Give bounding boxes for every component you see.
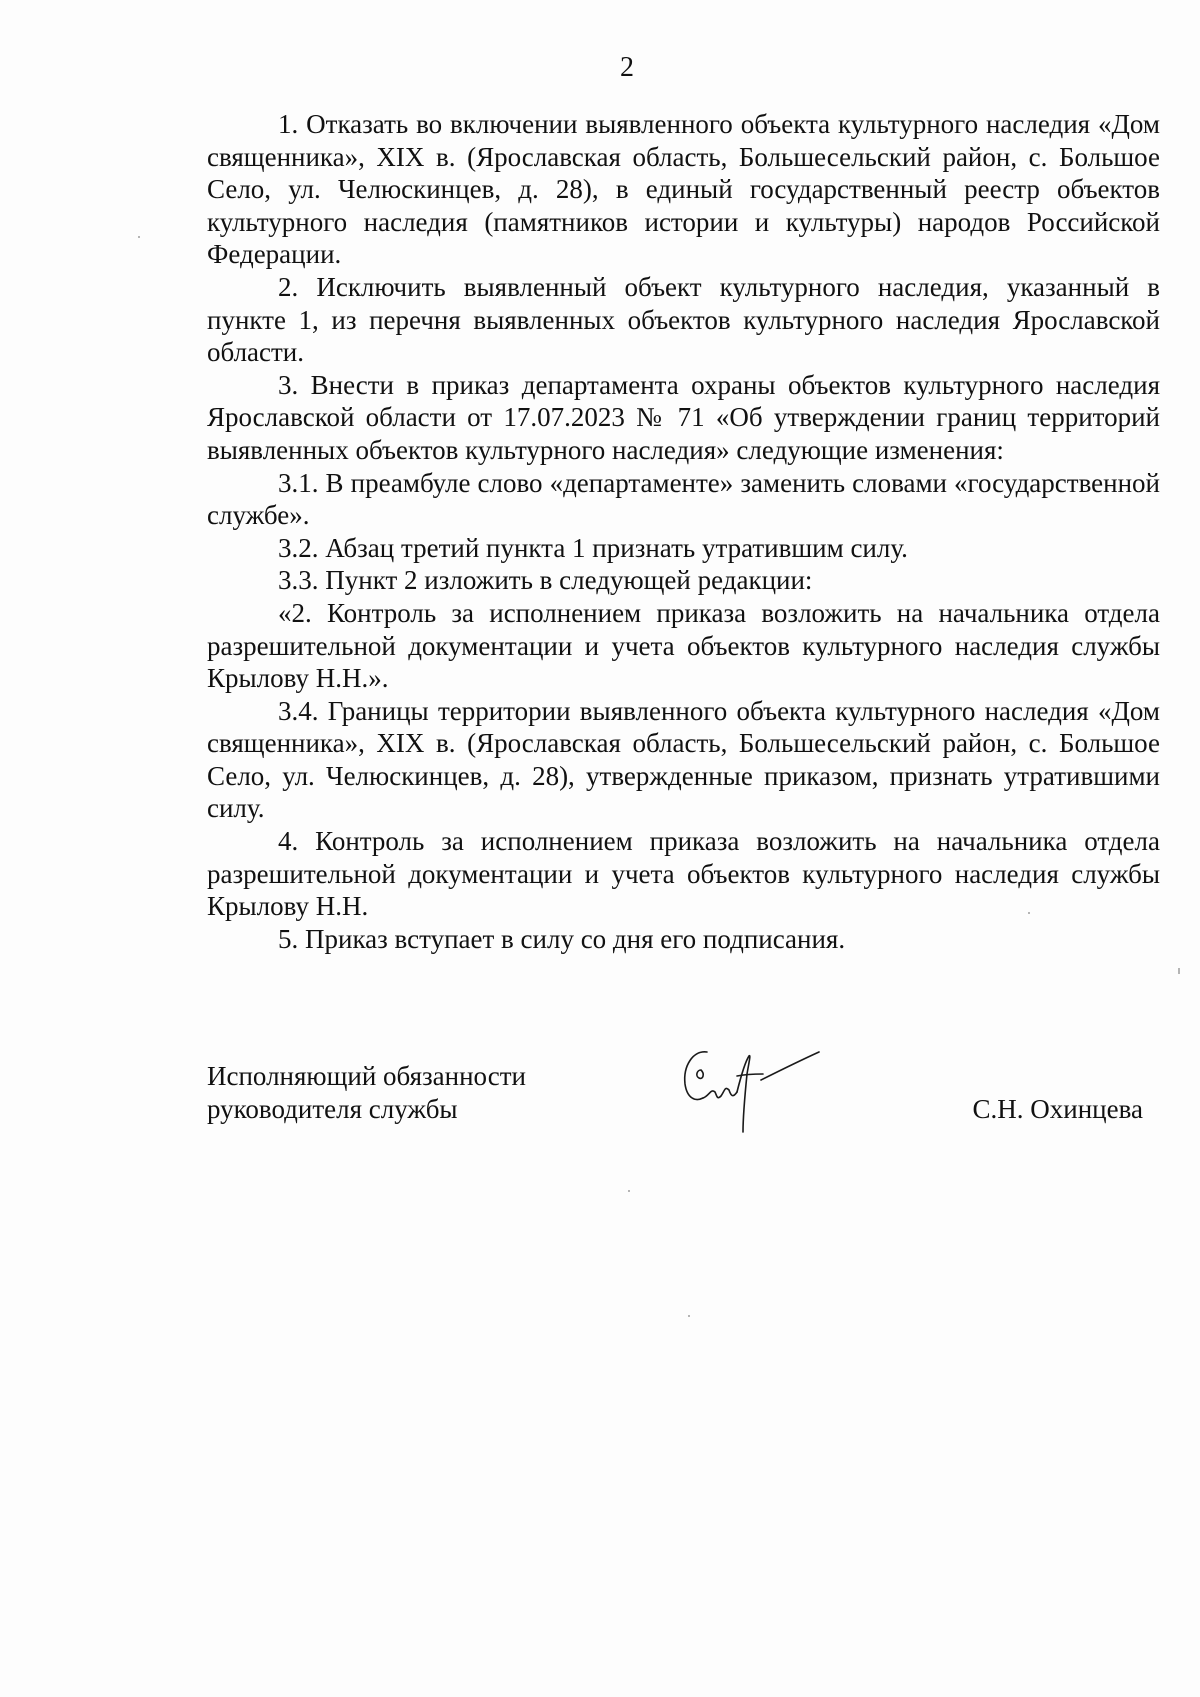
signer-name: С.Н. Охинцева <box>972 1094 1143 1124</box>
paragraph-3-3: 3.3. Пункт 2 изложить в следующей редакции: <box>278 565 813 596</box>
paragraph-3-4: 3.4. Границы территории выявленного объекта культурного наследия «Дом священника», XIX в. (Ярославская область, Большесельский район, с. Большое Село, ул. Челюскинцев, д. 28), утвержденные приказом, признать утратившими силу. <box>207 695 1160 824</box>
paragraph-3-2: 3.2. Абзац третий пункта 1 признать утратившим силу. <box>278 532 908 563</box>
order-body <box>207 108 1160 955</box>
scan-speck <box>1178 968 1180 974</box>
handwritten-signature-icon <box>673 1040 833 1150</box>
paragraph-2: 2. Исключить выявленный объект культурного наследия, указанный в пункте 1, из перечня выявленных объектов культурного наследия Ярославской области. <box>207 271 1160 368</box>
signer-position <box>207 1060 526 1126</box>
scan-speck <box>138 236 140 238</box>
paragraph-3-1: 3.1. В преамбуле слово «департаменте» заменить словами «государственной службе». <box>207 467 1160 531</box>
scan-speck <box>628 1190 630 1192</box>
scan-speck <box>688 1315 690 1317</box>
paragraph-5: 5. Приказ вступает в силу со дня его подписания. <box>278 923 846 954</box>
signer-position-line-1: Исполняющий обязанности <box>207 1061 526 1091</box>
paragraph-1: 1. Отказать во включении выявленного объекта культурного наследия «Дом священника», XIX в. (Ярославская область, Большесельский район, с. Большое Село, ул. Челюскинцев, д. 28), в единый государственный реестр объектов культурного наследия (памятников истории и культуры) народов Российской Федерации. <box>207 109 1160 270</box>
paragraph-4: 4. Контроль за исполнением приказа возложить на начальника отдела разрешительной документации и учета объектов культурного наследия службы Крылову Н.Н. <box>207 826 1160 922</box>
signature-block <box>207 1060 1160 1170</box>
paragraph-3-3-quote: «2. Контроль за исполнением приказа возложить на начальника отдела разрешительной документации и учета объектов культурного наследия службы Крылову Н.Н.». <box>207 597 1160 694</box>
page-number: 2 <box>620 52 634 83</box>
signer-position-line-2: руководителя службы <box>207 1094 458 1124</box>
scan-speck <box>1028 912 1030 914</box>
paragraph-3: 3. Внести в приказ департамента охраны объектов культурного наследия Ярославской области от 17.07.2023 № 71 «Об утверждении границ территорий выявленных объектов культурного наследия» следующие изменения: <box>207 369 1160 465</box>
